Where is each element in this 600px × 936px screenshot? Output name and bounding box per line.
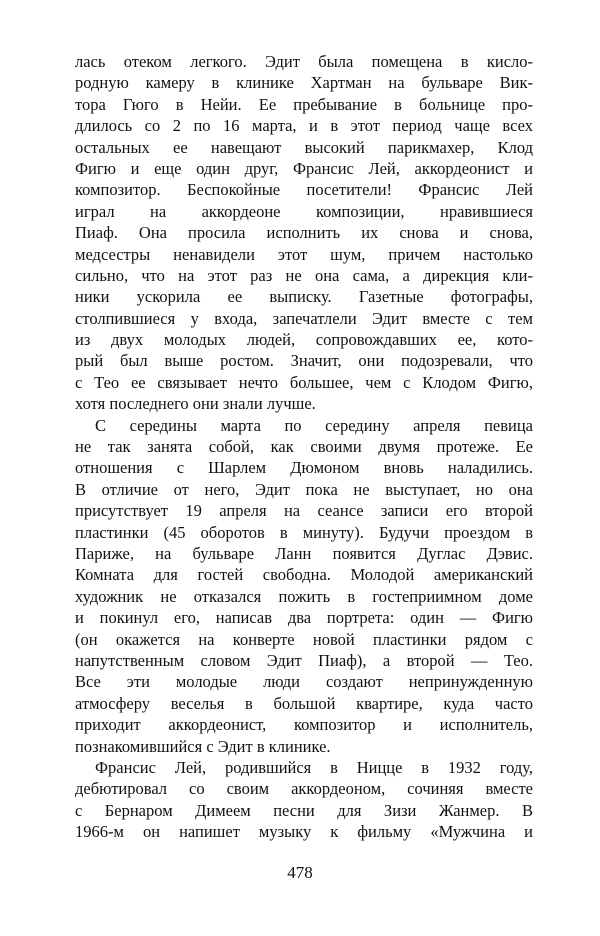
- text-line: Пиаф. Она просила исполнить их снова и снова,: [75, 223, 533, 243]
- text-line: присутствует 19 апреля на сеансе записи его второй: [75, 501, 533, 521]
- text-line: из двух молодых людей, сопровождавших ее, кото-: [75, 330, 533, 350]
- text-line: с Тео ее связывает нечто большее, чем с Клодом Фигю,: [75, 372, 533, 392]
- text-line: познакомившийся с Эдит в клинике.: [75, 736, 331, 756]
- text-line: хотя последнего они знали лучше.: [75, 394, 316, 414]
- text-line: ники ускорила ее выписку. Газетные фотографы,: [75, 287, 533, 307]
- paragraph: [75, 51, 533, 415]
- text-line: (он окажется на конверте новой пластинки рядом с: [75, 629, 533, 649]
- text-line: сильно, что на этот раз не она сама, а дирекция кли-: [75, 265, 533, 285]
- text-line: композитор. Беспокойные посетители! Франсис Лей: [75, 180, 533, 200]
- text-line: тора Гюго в Нейи. Ее пребывание в больнице про-: [75, 94, 533, 114]
- page-number: 478: [287, 863, 313, 882]
- text-line: дебютировал со своим аккордеоном, сочиняя вместе: [75, 779, 533, 799]
- text-line: Париже, на бульваре Ланн появится Дуглас Дэвис.: [75, 543, 533, 563]
- text-line: лась отеком легкого. Эдит была помещена в кисло-: [75, 52, 533, 71]
- text-line: 1966-м он напишет музыку к фильму «Мужчина и: [75, 822, 533, 842]
- text-line: длилось со 2 по 16 марта, и в этот период чаще всех: [75, 116, 533, 136]
- paragraph: [75, 415, 533, 757]
- text-line: С середины марта по середину апреля певица: [95, 415, 533, 435]
- text-line: Фигю и еще один друг, Франсис Лей, аккордеонист и: [75, 158, 533, 178]
- text-line: приходит аккордеонист, композитор и исполнитель,: [75, 715, 533, 735]
- text-line: рый был выше ростом. Значит, они подозревали, что: [75, 351, 533, 371]
- text-line: Все эти молодые люди создают непринужденную: [75, 672, 533, 692]
- text-line: столпившиеся у входа, запечатлели Эдит вместе с тем: [75, 308, 533, 328]
- text-line: Комната для гостей свободна. Молодой американский: [75, 565, 533, 585]
- text-line: и покинул его, написав два портрета: один — Фигю: [75, 608, 533, 628]
- text-line: Франсис Лей, родившийся в Ницце в 1932 году,: [95, 757, 533, 777]
- text-line: отношения с Шарлем Дюмоном вновь наладились.: [75, 458, 533, 478]
- text-line: атмосферу веселья в большой квартире, куда часто: [75, 693, 533, 713]
- text-line: родную камеру в клинике Хартман на бульваре Вик-: [75, 73, 533, 93]
- text-line: пластинки (45 оборотов в минуту). Будучи проездом в: [75, 522, 533, 542]
- text-line: В отличие от него, Эдит пока не выступает, но она: [75, 479, 533, 499]
- text-line: с Бернаром Димеем песни для Зизи Жанмер. В: [75, 800, 533, 820]
- paragraph: [75, 757, 533, 843]
- book-page-text: [75, 51, 533, 842]
- text-line: играл на аккордеоне композиции, нравившиеся: [75, 201, 533, 221]
- text-line: напутственным словом Эдит Пиаф), а второй — Тео.: [75, 650, 533, 670]
- text-line: медсестры ненавидели этот шум, причем настолько: [75, 244, 533, 264]
- text-line: художник не отказался пожить в гостеприимном доме: [75, 586, 533, 606]
- text-line: остальных ее навещают высокий парикмахер, Клод: [75, 137, 533, 157]
- text-line: не так занята собой, как своими двумя протеже. Ее: [75, 437, 533, 457]
